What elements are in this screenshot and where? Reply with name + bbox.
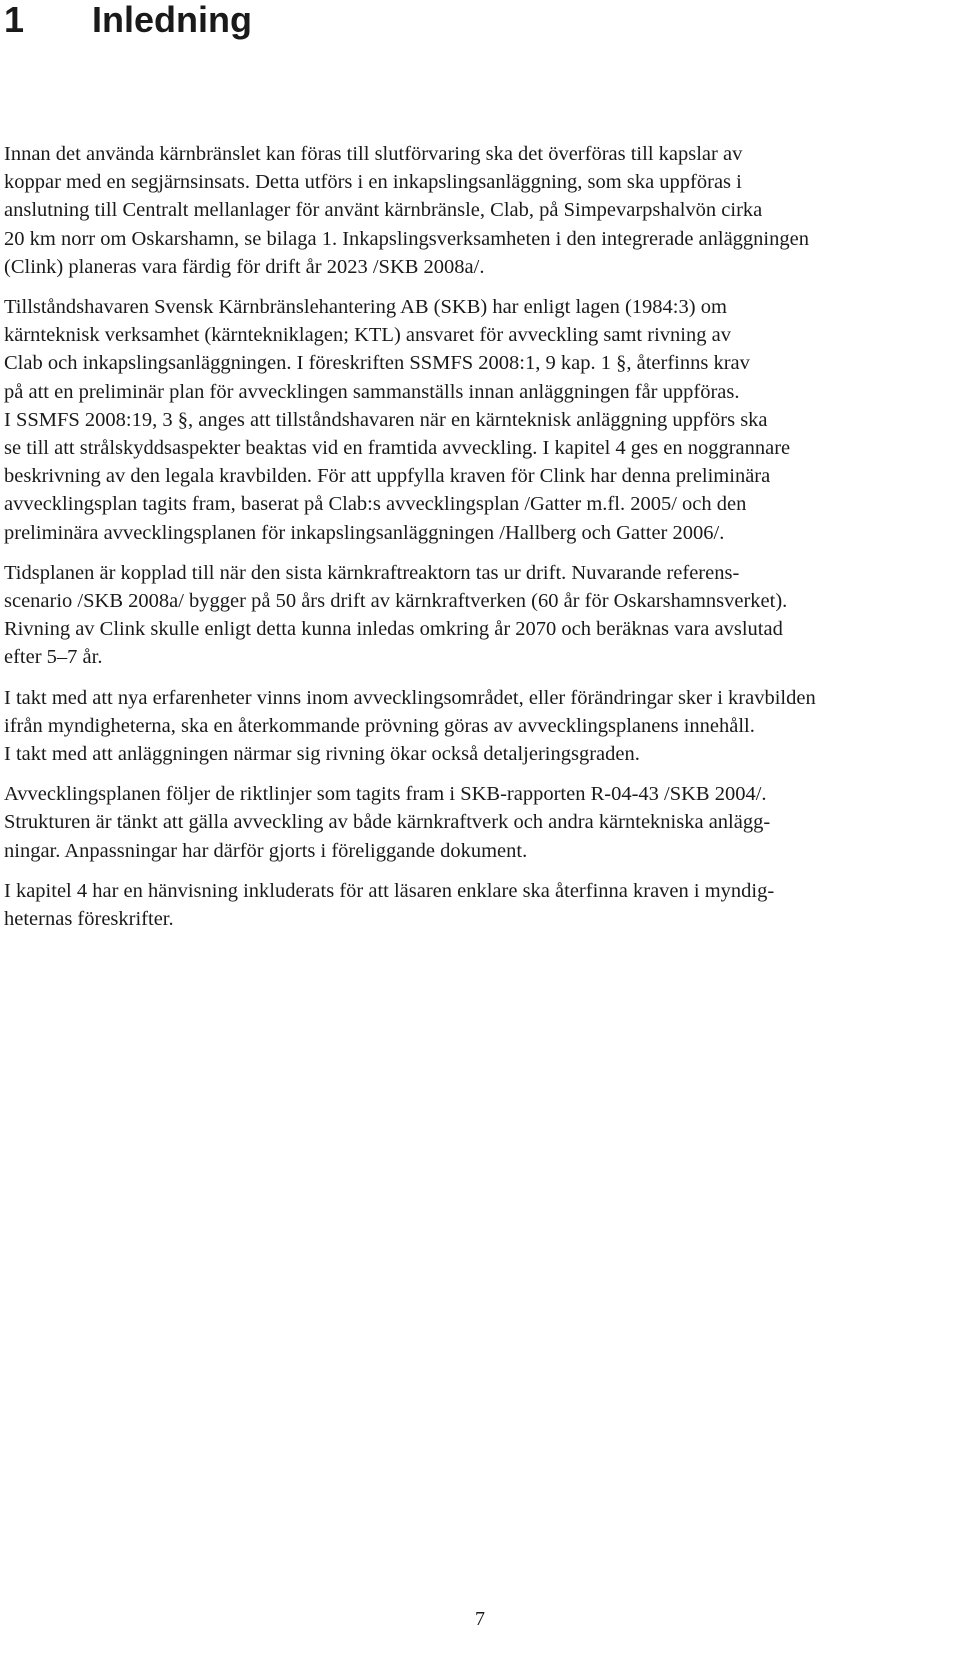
text-line: preliminära avvecklingsplanen för inkapslingsanläggningen /Hallberg och Gatter 2006/. xyxy=(4,521,725,544)
text-line: I SSMFS 2008:19, 3 §, anges att tillståndshavaren när en kärnteknisk anläggning uppförs ska xyxy=(4,408,768,431)
paragraph xyxy=(4,780,954,865)
text-line: 20 km norr om Oskarshamn, se bilaga 1. Inkapslingsverksamheten i den integrerade anläggningen xyxy=(4,227,809,250)
text-line: I takt med att anläggningen närmar sig rivning ökar också detaljeringsgraden. xyxy=(4,743,640,766)
text-line: beskrivning av den legala kravbilden. För att uppfylla kraven för Clink har denna preliminära xyxy=(4,465,771,488)
text-line: avvecklingsplan tagits fram, baserat på Clab:s avvecklingsplan /Gatter m.fl. 2005/ och den xyxy=(4,493,747,516)
paragraph xyxy=(4,293,954,547)
text-line: I takt med att nya erfarenheter vinns inom avvecklingsområdet, eller förändringar sker i kravbilden xyxy=(4,686,816,709)
text-line: se till att strålskyddsaspekter beaktas vid en framtida avveckling. I kapitel 4 ges en noggrannare xyxy=(4,437,791,460)
section-title: Inledning xyxy=(92,0,252,40)
text-line: koppar med en segjärnsinsats. Detta utförs i en inkapslingsanläggning, som ska uppföras i xyxy=(4,171,742,194)
text-line: I kapitel 4 har en hänvisning inkluderats för att läsaren enklare ska återfinna kraven i myndig- xyxy=(4,879,775,902)
text-line: efter 5–7 år. xyxy=(4,646,103,669)
text-line: kärnteknisk verksamhet (kärntekniklagen; KTL) ansvaret för avveckling samt rivning av xyxy=(4,324,731,347)
document-body xyxy=(4,140,954,945)
paragraph xyxy=(4,559,954,672)
text-line: heternas föreskrifter. xyxy=(4,908,174,931)
text-line: Tillståndshavaren Svensk Kärnbränslehantering AB (SKB) har enligt lagen (1984:3) om xyxy=(4,296,727,319)
text-line: Strukturen är tänkt att gälla avveckling av både kärnkraftverk och andra kärntekniska anlägg- xyxy=(4,811,771,834)
text-line: Rivning av Clink skulle enligt detta kunna inledas omkring år 2070 och beräknas vara avslutad xyxy=(4,618,783,641)
paragraph xyxy=(4,140,954,281)
text-line: ifrån myndigheterna, ska en återkommande prövning göras av avvecklingsplanens innehåll. xyxy=(4,714,755,737)
section-number: 1 xyxy=(4,0,25,40)
text-line: (Clink) planeras vara färdig för drift år 2023 /SKB 2008a/. xyxy=(4,255,485,278)
text-line: Avvecklingsplanen följer de riktlinjer som tagits fram i SKB-rapporten R-04-43 /SKB 2004/. xyxy=(4,783,767,806)
text-line: på att en preliminär plan för avvecklingen sammanställs innan anläggningen får uppföras. xyxy=(4,380,740,403)
text-line: Clab och inkapslingsanläggningen. I föreskriften SSMFS 2008:1, 9 kap. 1 §, återfinns krav xyxy=(4,352,750,375)
section-heading xyxy=(4,0,252,40)
text-line: Tidsplanen är kopplad till när den sista kärnkraftreaktorn tas ur drift. Nuvarande referens- xyxy=(4,561,740,584)
paragraph xyxy=(4,877,954,933)
page-number: 7 xyxy=(475,1608,485,1630)
text-line: ningar. Anpassningar har därför gjorts i föreliggande dokument. xyxy=(4,839,528,862)
text-line: scenario /SKB 2008a/ bygger på 50 års drift av kärnkraftverken (60 år för Oskarshamnsverket). xyxy=(4,590,788,613)
text-line: anslutning till Centralt mellanlager för använt kärnbränsle, Clab, på Simpevarpshalvön cirka xyxy=(4,199,763,222)
text-line: Innan det använda kärnbränslet kan föras till slutförvaring ska det överföras till kapslar av xyxy=(4,143,743,165)
paragraph xyxy=(4,684,954,769)
